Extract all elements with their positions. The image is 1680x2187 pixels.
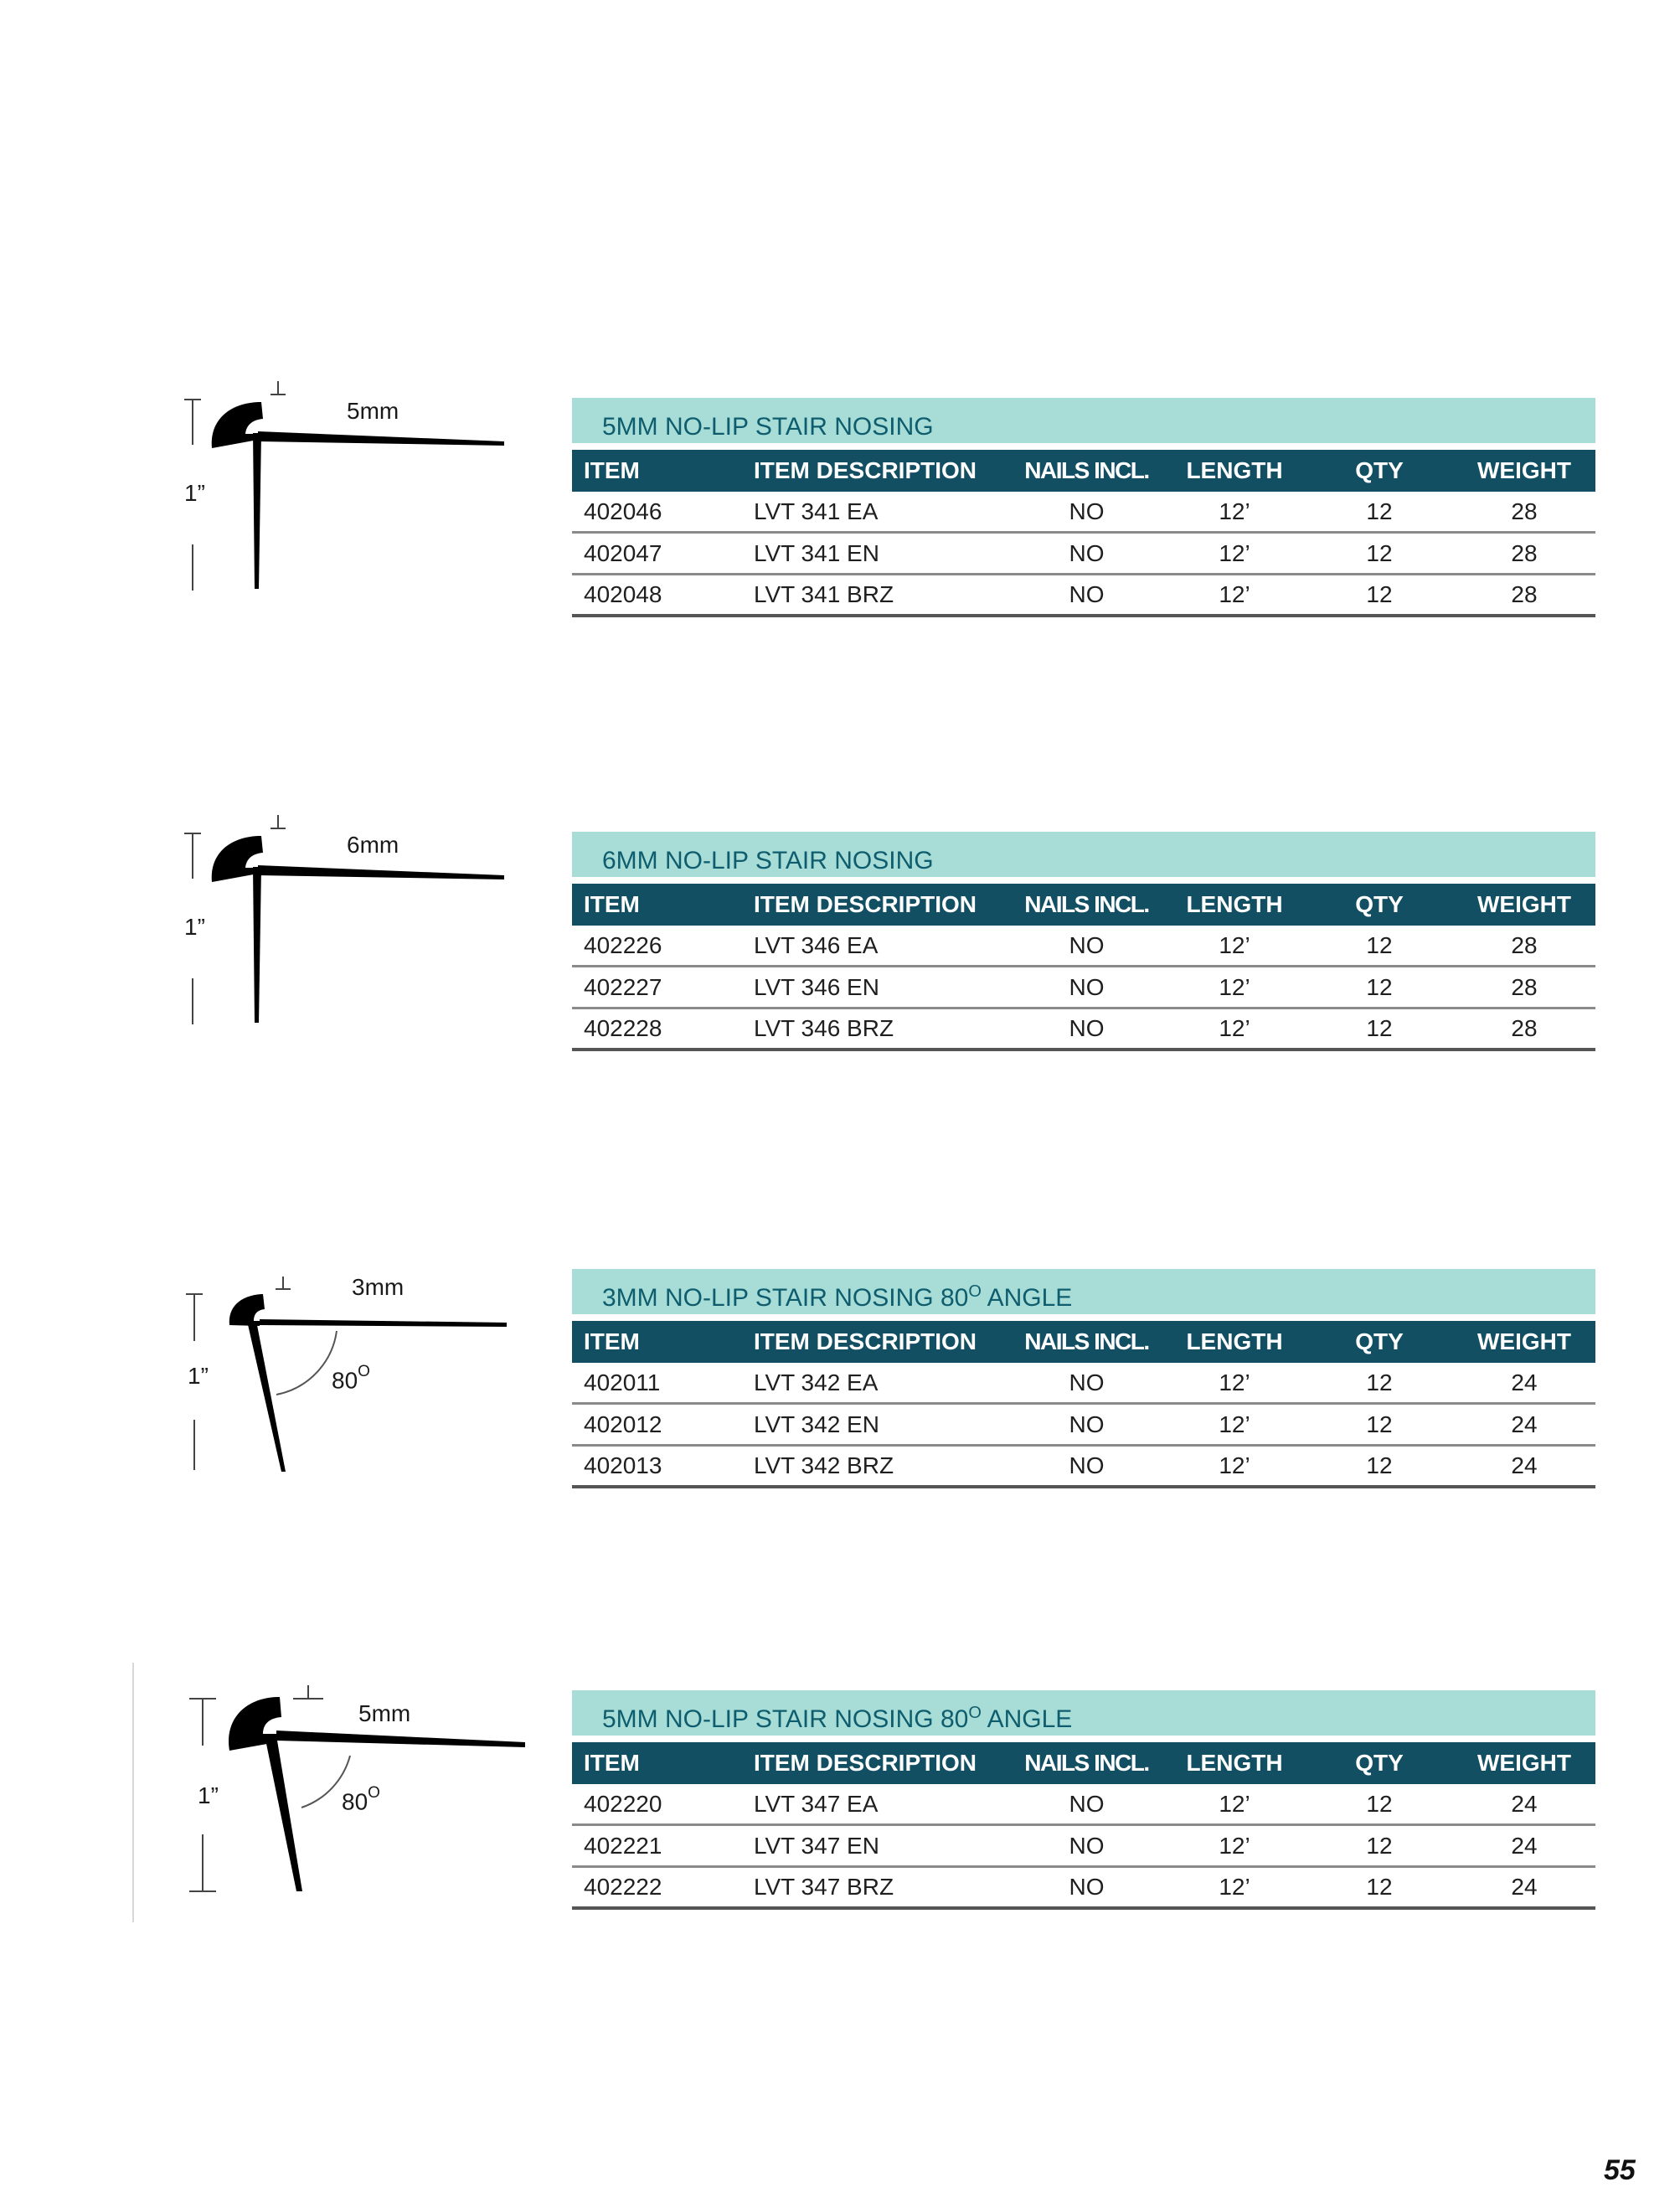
- header-item-description: ITEM DESCRIPTION: [754, 1750, 977, 1776]
- cell-qty: 12: [1366, 539, 1393, 566]
- header-length: LENGTH: [1186, 457, 1283, 483]
- cell-item: 402222: [584, 1874, 662, 1900]
- cell-weight: 24: [1511, 1452, 1538, 1478]
- header-item: ITEM: [584, 1328, 640, 1354]
- cell-qty: 12: [1366, 498, 1393, 524]
- header-item: ITEM: [584, 1750, 640, 1776]
- product-section-6mm: [0, 815, 1680, 1066]
- profile-diagram: [159, 381, 553, 632]
- cell-nails: NO: [1069, 1874, 1105, 1900]
- table-row: [572, 492, 1595, 534]
- cell-nails: NO: [1069, 1411, 1105, 1437]
- cell-nails: NO: [1069, 931, 1105, 958]
- header-item-description: ITEM DESCRIPTION: [754, 891, 977, 917]
- cell-description: LVT 347 BRZ: [754, 1874, 894, 1900]
- cell-nails: NO: [1069, 1832, 1105, 1859]
- table-row: [572, 1784, 1595, 1826]
- page-number: 55: [1604, 2154, 1636, 2186]
- header-weight: WEIGHT: [1477, 457, 1571, 483]
- table-row: [572, 926, 1595, 967]
- cell-weight: 24: [1511, 1790, 1538, 1817]
- header-item-description: ITEM DESCRIPTION: [754, 1328, 977, 1354]
- cell-item: 402220: [584, 1790, 662, 1817]
- header-nails-incl: NAILS INCL.: [1024, 891, 1149, 917]
- cell-item: 402013: [584, 1452, 662, 1478]
- width-label: 3mm: [352, 1274, 405, 1300]
- table-header: [572, 450, 1595, 492]
- cell-qty: 12: [1366, 581, 1393, 607]
- cell-item: 402047: [584, 539, 662, 566]
- cell-nails: NO: [1069, 1452, 1105, 1478]
- header-weight: WEIGHT: [1477, 1328, 1571, 1354]
- cell-description: LVT 346 EN: [754, 973, 879, 1000]
- cell-nails: NO: [1069, 539, 1105, 566]
- product-table: [572, 1269, 1595, 1488]
- product-table: [572, 398, 1595, 617]
- cell-length: 12’: [1219, 498, 1250, 524]
- cell-description: LVT 341 BRZ: [754, 581, 894, 607]
- table-body: [572, 926, 1595, 1051]
- cell-description: LVT 347 EA: [754, 1790, 879, 1817]
- table-title: 5MM NO-LIP STAIR NOSING: [572, 398, 1595, 443]
- cell-length: 12’: [1219, 1874, 1250, 1900]
- profile-diagram: [159, 815, 553, 1066]
- header-item: ITEM: [584, 457, 640, 483]
- cell-qty: 12: [1366, 931, 1393, 958]
- table-row: [572, 1405, 1595, 1447]
- table-body: [572, 1784, 1595, 1910]
- cell-nails: NO: [1069, 1369, 1105, 1395]
- profile-diagram: [159, 1254, 553, 1505]
- product-section-5mm: [0, 381, 1680, 632]
- cell-length: 12’: [1219, 931, 1250, 958]
- cell-description: LVT 346 BRZ: [754, 1015, 894, 1041]
- width-label: 5mm: [358, 1700, 411, 1726]
- cell-length: 12’: [1219, 1832, 1250, 1859]
- cell-qty: 12: [1366, 1832, 1393, 1859]
- cell-qty: 12: [1366, 1790, 1393, 1817]
- cell-weight: 24: [1511, 1832, 1538, 1859]
- table-header: [572, 1742, 1595, 1784]
- cell-nails: NO: [1069, 1790, 1105, 1817]
- cell-length: 12’: [1219, 1790, 1250, 1817]
- cell-length: 12’: [1219, 539, 1250, 566]
- cell-nails: NO: [1069, 581, 1105, 607]
- cell-item: 402046: [584, 498, 662, 524]
- profile-diagram: [159, 1675, 553, 1927]
- table-row: [572, 534, 1595, 575]
- cell-description: LVT 342 EN: [754, 1411, 879, 1437]
- header-nails-incl: NAILS INCL.: [1024, 457, 1149, 483]
- cell-nails: NO: [1069, 973, 1105, 1000]
- cell-item: 402228: [584, 1015, 662, 1041]
- table-row: [572, 1447, 1595, 1488]
- header-qty: QTY: [1355, 1750, 1404, 1776]
- table-row: [572, 1363, 1595, 1405]
- table-row: [572, 967, 1595, 1009]
- width-label: 6mm: [347, 832, 399, 858]
- table-body: [572, 1363, 1595, 1488]
- angle-label: $80^O$: [342, 1784, 380, 1815]
- product-section-3mm-80: [0, 1254, 1680, 1505]
- header-qty: QTY: [1355, 457, 1404, 483]
- header-weight: WEIGHT: [1477, 891, 1571, 917]
- table-row: [572, 575, 1595, 617]
- height-label: 1”: [188, 1363, 209, 1389]
- cell-item: 402048: [584, 581, 662, 607]
- header-length: LENGTH: [1186, 1750, 1283, 1776]
- cell-qty: 12: [1366, 1874, 1393, 1900]
- cell-weight: 24: [1511, 1874, 1538, 1900]
- product-table: [572, 1690, 1595, 1910]
- cell-length: 12’: [1219, 581, 1250, 607]
- cell-weight: 28: [1511, 973, 1538, 1000]
- header-length: LENGTH: [1186, 1328, 1283, 1354]
- cell-length: 12’: [1219, 1452, 1250, 1478]
- cell-item: 402221: [584, 1832, 662, 1859]
- cell-description: LVT 342 BRZ: [754, 1452, 894, 1478]
- cell-length: 12’: [1219, 1411, 1250, 1437]
- table-row: [572, 1826, 1595, 1868]
- cell-description: LVT 346 EA: [754, 931, 879, 958]
- cell-qty: 12: [1366, 1452, 1393, 1478]
- table-row: [572, 1868, 1595, 1910]
- header-length: LENGTH: [1186, 891, 1283, 917]
- header-nails-incl: NAILS INCL.: [1024, 1750, 1149, 1776]
- angle-label: $80^O$: [332, 1363, 370, 1394]
- cell-nails: NO: [1069, 498, 1105, 524]
- cell-weight: 28: [1511, 581, 1538, 607]
- cell-weight: 24: [1511, 1411, 1538, 1437]
- table-header: [572, 1321, 1595, 1363]
- product-section-5mm-80: [0, 1675, 1680, 1927]
- height-label: 1”: [198, 1782, 219, 1808]
- height-label: 1”: [184, 914, 205, 940]
- height-label: 1”: [184, 480, 205, 506]
- table-body: [572, 492, 1595, 617]
- table-title: 6MM NO-LIP STAIR NOSING: [572, 832, 1595, 877]
- cell-qty: 12: [1366, 1015, 1393, 1041]
- cell-weight: 28: [1511, 1015, 1538, 1041]
- header-qty: QTY: [1355, 1328, 1404, 1354]
- table-header: [572, 884, 1595, 926]
- cell-description: LVT 342 EA: [754, 1369, 879, 1395]
- cell-length: 12’: [1219, 973, 1250, 1000]
- cell-qty: 12: [1366, 1369, 1393, 1395]
- header-weight: WEIGHT: [1477, 1750, 1571, 1776]
- cell-description: LVT 341 EN: [754, 539, 879, 566]
- cell-weight: 28: [1511, 931, 1538, 958]
- header-item-description: ITEM DESCRIPTION: [754, 457, 977, 483]
- cell-item: 402226: [584, 931, 662, 958]
- header-qty: QTY: [1355, 891, 1404, 917]
- cell-weight: 28: [1511, 539, 1538, 566]
- cell-description: LVT 341 EA: [754, 498, 879, 524]
- cell-length: 12’: [1219, 1369, 1250, 1395]
- cell-qty: 12: [1366, 973, 1393, 1000]
- cell-item: 402227: [584, 973, 662, 1000]
- table-title: 3MM NO-LIP STAIR NOSING $80^O$ ANGLE: [572, 1269, 1595, 1314]
- product-table: [572, 832, 1595, 1051]
- width-label: 5mm: [347, 398, 399, 424]
- table-row: [572, 1009, 1595, 1051]
- header-item: ITEM: [584, 891, 640, 917]
- cell-length: 12’: [1219, 1015, 1250, 1041]
- cell-qty: 12: [1366, 1411, 1393, 1437]
- table-title: 5MM NO-LIP STAIR NOSING $80^O$ ANGLE: [572, 1690, 1595, 1736]
- header-nails-incl: NAILS INCL.: [1024, 1328, 1149, 1354]
- cell-description: LVT 347 EN: [754, 1832, 879, 1859]
- cell-weight: 28: [1511, 498, 1538, 524]
- cell-nails: NO: [1069, 1015, 1105, 1041]
- cell-item: 402012: [584, 1411, 662, 1437]
- cell-weight: 24: [1511, 1369, 1538, 1395]
- cell-item: 402011: [584, 1369, 661, 1395]
